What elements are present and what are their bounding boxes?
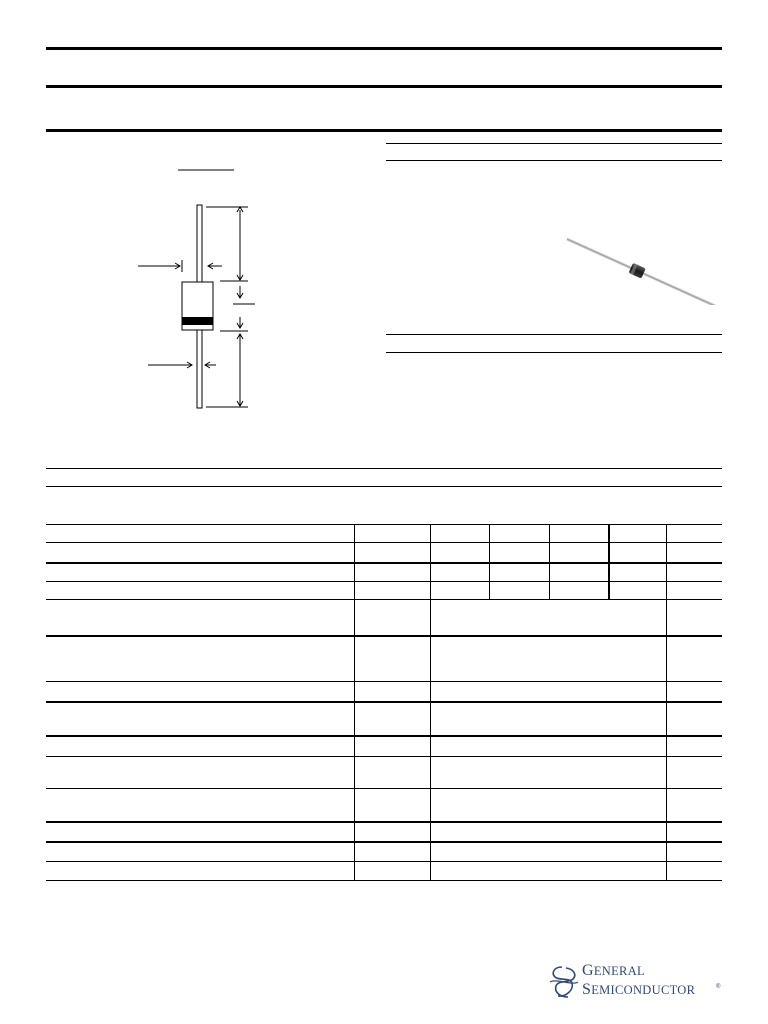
mechanical-rule-top [386,334,722,335]
ratings-rule-top [46,468,722,469]
general-semiconductor-logo [548,962,723,1002]
mechanical-rule-bottom [386,352,722,353]
gs-swirl-icon [548,964,580,1000]
logo-line-general: GENERAL [582,962,645,979]
logo-line-semiconductor: SEMICONDUCTOR [582,981,696,998]
package-outline-drawing [120,150,270,420]
header-rule-middle [46,85,722,88]
ratings-table [46,524,722,881]
ratings-rule-bottom [46,486,722,487]
registered-mark: ® [716,984,721,990]
cathode-band [182,317,213,325]
header-rule-top [46,47,722,50]
top-lead [197,205,202,282]
header-rule-bottom [46,129,722,132]
features-rule-bottom [386,160,722,161]
product-photo [565,235,725,305]
features-rule-top [386,143,722,144]
bottom-lead [197,330,202,408]
